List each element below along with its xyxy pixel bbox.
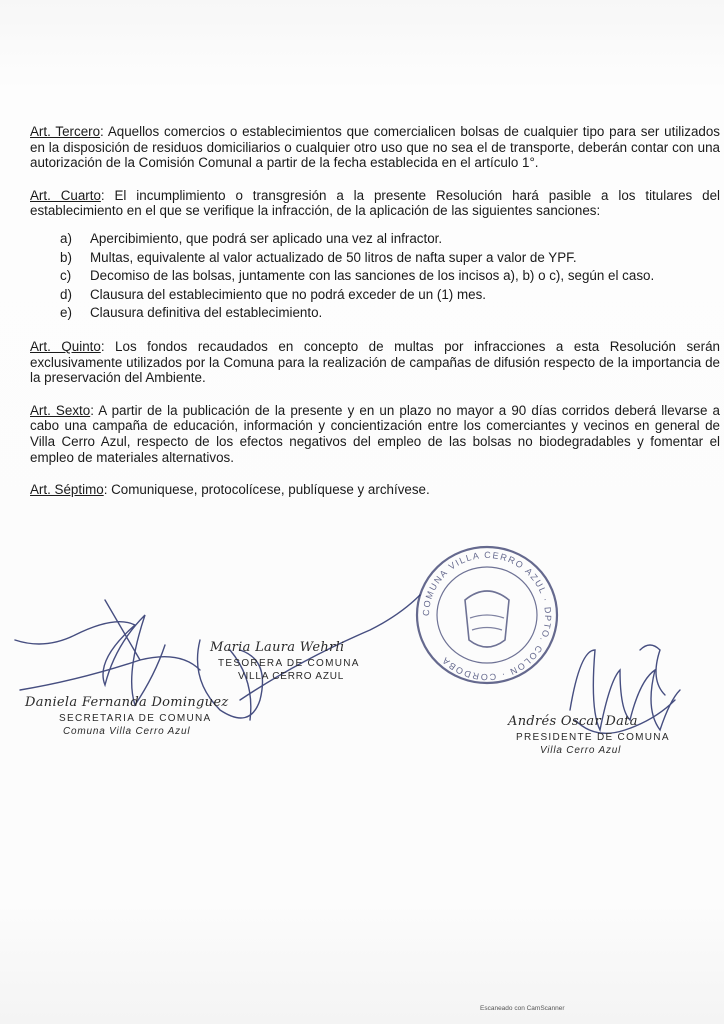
sanctions-list: [30, 231, 720, 321]
article-sexto-label: Art. Sexto: [30, 402, 91, 418]
sanction-item: [60, 287, 720, 303]
sanction-item: [60, 250, 720, 266]
article-quinto-text: : Los fondos recaudados en concepto de multas por infracciones a esta Resolución serán exclusivamente utilizados por la Comuna para la realización de campañas de difusión respecto de la importancia de la preservación del Ambiente.: [30, 338, 720, 386]
sanction-marker: d): [60, 286, 72, 302]
presidente-place: Villa Cerro Azul: [540, 745, 622, 756]
secretaria-place: Comuna Villa Cerro Azul: [63, 726, 191, 737]
seal-text: COMUNA VILLA CERRO AZUL · DPTO. COLON · CORDOBA: [420, 549, 554, 683]
comuna-seal-icon: [410, 540, 565, 690]
article-tercero-label: Art. Tercero: [30, 124, 101, 139]
sanction-marker: a): [60, 230, 72, 246]
sanction-text: Clausura del establecimiento que no podrá exceder de un (1) mes.: [90, 286, 486, 302]
signature-tesorera: [210, 640, 360, 682]
article-septimo-label: Art. Séptimo: [30, 482, 104, 498]
sanction-text: Multas, equivalente al valor actualizado de 50 litros de nafta super a valor de YPF.: [90, 249, 577, 265]
article-cuarto-label: Art. Cuarto: [30, 187, 101, 203]
article-cuarto: [30, 188, 720, 219]
article-septimo: [30, 482, 720, 498]
sanction-item: [60, 268, 720, 284]
sanction-marker: b): [60, 249, 72, 265]
secretaria-role: SECRETARIA DE COMUNA: [59, 713, 212, 724]
signature-presidente: [508, 714, 670, 756]
article-quinto-label: Art. Quinto: [30, 338, 101, 354]
signature-secretaria: [25, 695, 229, 737]
article-quinto: [30, 339, 720, 386]
tesorera-name: Maria Laura Wehrli: [210, 640, 345, 655]
sanction-item: [60, 305, 720, 321]
scanner-watermark: Escaneado con CamScanner: [480, 1005, 565, 1012]
secretaria-name: Daniela Fernanda Dominguez: [25, 695, 229, 710]
article-sexto: [30, 403, 720, 465]
sanction-text: Decomiso de las bolsas, juntamente con las sanciones de los incisos a), b) o c), según el caso.: [90, 268, 655, 284]
article-tercero-text: : Aquellos comercios o establecimientos que comercialicen bolsas de cualquier tipo para ser utilizados en la disposición de residuos domiciliarios o cualquier otro uso que no sea el de transporte, deberán contar con una autorización de la Comisión Comunal a partir de la fecha establecida en el artículo 1°.: [30, 124, 720, 171]
sanction-marker: e): [60, 305, 72, 321]
presidente-name: Andrés Oscar Data: [508, 714, 638, 729]
article-septimo-text: : Comuniquese, protocolícese, publíquese y archívese.: [103, 482, 430, 498]
article-cuarto-text: : El incumplimiento o transgresión a la presente Resolución hará pasible a los titulares del establecimiento en el que se verifique la infracción, de la aplicación de las siguientes sanciones:: [30, 187, 720, 219]
article-tercero: [30, 124, 720, 171]
sanction-item: [60, 231, 720, 247]
resolution-body: [30, 124, 720, 498]
presidente-role: PRESIDENTE DE COMUNA: [516, 732, 670, 743]
sanction-text: Apercibimiento, que podrá ser aplicado una vez al infractor.: [90, 230, 443, 246]
article-sexto-text: : A partir de la publicación de la presente y en un plazo no mayor a 90 días corridos deberá llevarse a cabo una campaña de educación, información y concientización entre los comerciantes y vecinos en general de Villa Cerro Azul, respecto de los efectos negativos del empleo de las bolsas no biodegradables y fomentar el empleo de materiales alternativos.: [30, 402, 720, 465]
sanction-text: Clausura definitiva del establecimiento.: [90, 305, 323, 321]
tesorera-role: TESORERA DE COMUNA: [218, 658, 360, 669]
sanction-marker: c): [60, 268, 72, 284]
tesorera-place: VILLA CERRO AZUL: [238, 671, 345, 682]
